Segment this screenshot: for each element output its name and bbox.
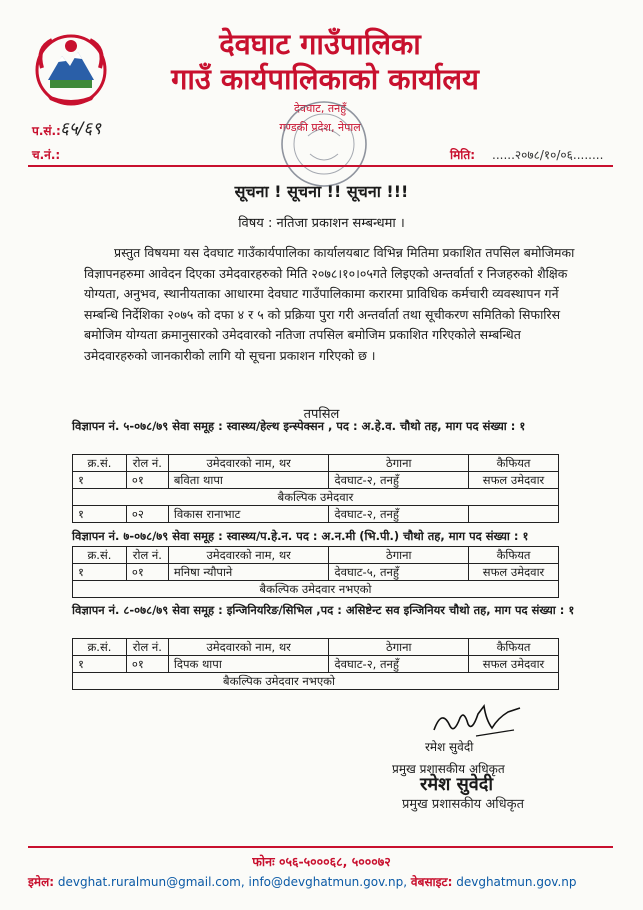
signer-post: प्रमुख प्रशासकीय अधिकृत [392,762,505,776]
website-label: वेबसाइट: [410,875,453,889]
col-remarks: कैफियत [469,455,559,472]
cell-roll: ०१ [126,564,168,581]
cell-address: देवघाट-५, तनहुँ [329,564,469,581]
alternate-label: बैकल्पिक उमेदवार नभएको [73,673,559,690]
address-province: गण्डकी प्रदेश, नेपाल [279,121,361,134]
footer-phone: फोनः ०५६-५०००६८, ५०००७२ [252,854,391,869]
notice-body-text: प्रस्तुत विषयमा यस देवघाट गाउँकार्यपालिका कार्यालयबाट विभिन्न मितिमा प्रकाशित तपसिल बमोजिमका विज्ञापनहरुमा आवेदन दिएका उमेदवारहरुको मिति २०७८।१०।०५गते लिइएको अन्तर्वार्ता र निजहरुको शैक्षिक योग्यता, अनुभव, स्थानीयताका आधारमा देवघाट गाउँपालिकामा करारमा प्राविधिक कर्मचारी व्यवस्थापन गर्ने सम्बन्धि निर्देशिका २०७५ को दफा ४ र ५ को प्रक्रिया पुरा गरी अन्तर्वार्ता तथा सूचीकरण समितिको सिफारिस बमोजिम योग्यता क्रमानुसारको उमेदवारको नतिजा तपसिल बमोजिम प्रकाशित गरिएकोले सम्बन्धित उमेदवारहरुको जानकारीको लागि यो सूचना प्रकाशन गरिएको छ । [84,245,575,363]
table-row [73,472,559,489]
cell-remarks [469,506,559,523]
cell-name: दिपक थापा [168,656,329,673]
cell-name: बविता थापा [168,472,329,489]
section-1-table [72,454,559,523]
section-2-heading: विज्ञापन नं. ७-०७८/७९ सेवा समूह : स्वास्थ्य/प.हे.न. पद : अ.न.मी (भि.पी.) चौथो तह, माग पद संख्या : १ [72,529,529,543]
schedule-heading: तपसिल [303,407,340,422]
name-stamp: रमेश सुवेदी [420,774,494,795]
alternate-label-row [73,673,559,690]
col-remarks: कैफियत [469,547,559,564]
col-remarks: कैफियत [469,639,559,656]
email-link[interactable]: devghat.ruralmun@gmail.com, info@devghatmun.gov.np, [57,875,408,889]
cell-remarks: सफल उमेदवार [469,564,559,581]
section-2-table [72,546,559,598]
section-3-heading: विज्ञापन नं. ८-०७८/७९ सेवा समूह : इन्जिनियरिङ/सिभिल ,पद : असिष्टेन्ट सव इन्जिनियर चौथो तह, माग पद संख्या : १ [72,603,575,617]
ref-no-value: ६५/६९ [60,119,102,139]
footer-contacts [28,873,628,890]
col-address: ठेगाना [329,547,469,564]
col-roll: रोल नं. [126,455,168,472]
office-round-stamp-icon [268,96,380,192]
section-1-heading: विज्ञापन नं. ५-०७८/७९ सेवा समूह : स्वास्थ्य/हेल्थ इन्स्पेक्सन , पद : अ.हे.व. चौथो तह, माग पद संख्या : १ [72,419,526,433]
email-label: इमेल: [28,875,55,889]
post-stamp: प्रमुख प्रशासकीय अधिकृत [402,797,525,812]
ref-no-label: प.सं.: [32,124,61,138]
cell-sn: १ [73,472,127,489]
section-3-table [72,638,559,690]
cell-address: देवघाट-२, तनहुँ [329,506,469,523]
cell-roll: ०२ [126,506,168,523]
table-row [73,656,559,673]
table-header-row [73,639,559,656]
cell-address: देवघाट-२, तनहुँ [329,656,469,673]
table-header-row [73,547,559,564]
cell-roll: ०१ [126,472,168,489]
cell-name: विकास रानाभाट [168,506,329,523]
cell-sn: १ [73,656,127,673]
col-sn: क्र.सं. [73,455,127,472]
col-name: उमेदवारको नाम, थर [168,455,329,472]
table-header-row [73,455,559,472]
col-name: उमेदवारको नाम, थर [168,639,329,656]
date-label: मिति: [450,148,476,162]
header-divider [28,165,613,167]
date-value: ......२०७८/१०/०६........ [492,148,604,162]
col-roll: रोल नं. [126,547,168,564]
office-subtitle: गाउँ कार्यपालिकाको कार्यालय [171,62,479,96]
alternate-label-row [73,581,559,598]
alternate-label: बैकल्पिक उमेदवार [73,489,559,506]
alternate-label-row [73,489,559,506]
notice-heading: सूचना ! सूचना !! सूचना !!! [234,182,409,201]
footer-divider [28,846,613,848]
table-row [73,506,559,523]
col-sn: क्र.सं. [73,639,127,656]
cell-remarks: सफल उमेदवार [469,472,559,489]
notice-body [84,243,584,366]
website-link[interactable]: devghatmun.gov.np [456,875,577,889]
col-name: उमेदवारको नाम, थर [168,547,329,564]
dispatch-no-label: च.नं.: [32,148,61,162]
handwritten-signature [428,700,528,740]
address-district: देवघाट, तनहुँ [293,102,347,115]
cell-name: मनिषा न्यौपाने [168,564,329,581]
cell-remarks: सफल उमेदवार [469,656,559,673]
alternate-label: बैकल्पिक उमेदवार नभएको [73,581,559,598]
cell-roll: ०१ [126,656,168,673]
nepal-government-emblem-icon [28,28,114,108]
col-address: ठेगाना [329,639,469,656]
cell-sn: १ [73,506,127,523]
col-roll: रोल नं. [126,639,168,656]
signer-name: रमेश सुवेदी [425,740,474,754]
cell-address: देवघाट-२, तनहुँ [329,472,469,489]
office-title: देवघाट गाउँपालिका [219,27,421,61]
table-row [73,564,559,581]
cell-sn: १ [73,564,127,581]
col-address: ठेगाना [329,455,469,472]
notice-subject: विषय : नतिजा प्रकाशन सम्बन्धमा । [238,216,405,231]
col-sn: क्र.सं. [73,547,127,564]
